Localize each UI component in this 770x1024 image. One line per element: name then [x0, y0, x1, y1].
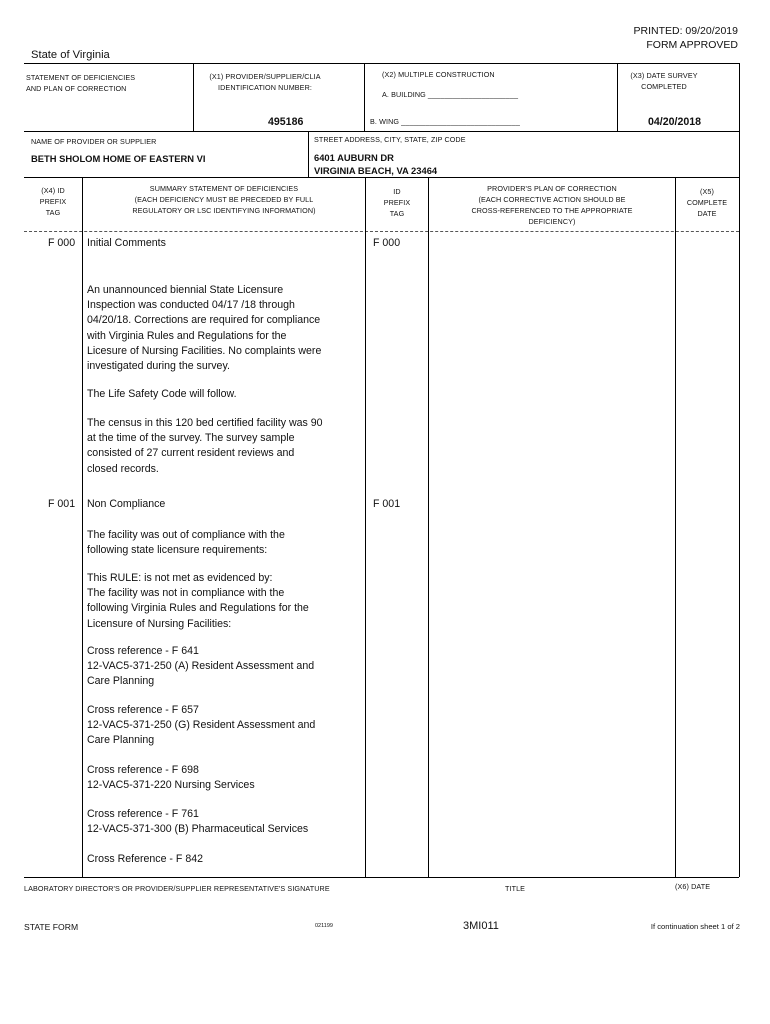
provider-name-label: NAME OF PROVIDER OR SUPPLIER — [31, 137, 157, 146]
entry-paragraph: Cross reference - F 698 12-VAC5-371-220 Nursing Services — [87, 764, 255, 792]
signature-rule — [24, 877, 739, 878]
provider-id-number: 495186 — [268, 116, 304, 128]
form-right-border — [739, 63, 740, 177]
col-summary: SUMMARY STATEMENT OF DEFICIENCIES (EACH DEFICIENCY MUST BE PRECEDED BY FULL REGULATORY OR LSC IDENTIFYING INFORMATION) — [132, 184, 316, 215]
entry-title: Initial Comments — [87, 237, 166, 249]
x3-label: (X3) DATE SURVEY COMPLETED — [630, 71, 698, 91]
entry-paragraph: Cross reference - F 657 12-VAC5-371-250 (G) Resident Assessment and Care Planning — [87, 704, 316, 747]
signature-label: LABORATORY DIRECTOR'S OR PROVIDER/SUPPLIER REPRESENTATIVE'S SIGNATURE — [24, 884, 330, 893]
entry-paragraph: An unannounced biennial State Licensure Inspection was conducted 04/17 /18 through 04/20/18. Corrections are required for compliance with Virginia Rules and Regulations for the Licesure of Nursing Facilities. No complaints were investigated during the survey. — [87, 284, 322, 373]
state-form-label: STATE FORM — [24, 922, 79, 932]
entry-paragraph: Cross Reference - F 842 — [87, 853, 203, 865]
entry-tag: F 001 — [48, 498, 76, 510]
entry-title: Non Compliance — [87, 498, 166, 510]
entry-paragraph: The facility was out of compliance with the following state licensure requirements: — [87, 529, 285, 557]
address-line-2: VIRGINIA BEACH, VA 23464 — [314, 165, 438, 176]
entry-paragraph: Cross reference - F 641 12-VAC5-371-250 (A) Resident Assessment and Care Planning — [87, 645, 315, 688]
form-identifier: 3MI011 — [463, 920, 499, 932]
entry-paragraph: The census in this 120 bed certified facility was 90 at the time of the survey. The survey sample consisted of 27 current resident reviews and closed records. — [87, 417, 323, 475]
form-top-border — [24, 63, 739, 64]
col-x4-prefix: (X4) ID PREFIX TAG — [39, 186, 67, 217]
title-label: TITLE — [505, 884, 526, 893]
provider-name: BETH SHOLOM HOME OF EASTERN VI — [31, 153, 206, 164]
provider-address — [314, 151, 437, 177]
printed-date: PRINTED: 09/20/2019 — [633, 25, 738, 37]
x6-date-label: (X6) DATE — [675, 882, 711, 891]
entry-paragraph: Cross reference - F 761 12-VAC5-371-300 (B) Pharmaceutical Services — [87, 808, 309, 836]
entry-paragraph: The Life Safety Code will follow. — [87, 388, 237, 400]
wing-label: B. WING _____________________________ — [370, 117, 520, 126]
form-code: 021199 — [315, 923, 333, 929]
entry-id-tag: F 001 — [373, 498, 401, 510]
col-id-prefix: ID PREFIX TAG — [383, 187, 411, 218]
entry-id-tag: F 000 — [373, 237, 401, 249]
survey-date: 04/20/2018 — [648, 116, 702, 128]
x2-label: (X2) MULTIPLE CONSTRUCTION — [382, 70, 495, 79]
x1-label: (X1) PROVIDER/SUPPLIER/CLIA IDENTIFICATION NUMBER: — [209, 72, 321, 92]
col-x5-date: (X5) COMPLETE DATE — [686, 187, 728, 218]
col-plan: PROVIDER'S PLAN OF CORRECTION (EACH CORRECTIVE ACTION SHOULD BE CROSS-REFERENCED TO THE APPROPRIATE DEFICIENCY) — [471, 184, 633, 226]
entry-tag: F 000 — [48, 237, 76, 249]
building-label: A. BUILDING ______________________ — [382, 90, 519, 99]
state-title: State of Virginia — [31, 49, 110, 61]
statement-label: STATEMENT OF DEFICIENCIES AND PLAN OF CORRECTION — [26, 73, 136, 93]
continuation-sheet: If continuation sheet 1 of 2 — [650, 922, 740, 931]
address-label: STREET ADDRESS, CITY, STATE, ZIP CODE — [314, 135, 466, 144]
form-approved: FORM APPROVED — [646, 39, 738, 51]
header-dashed-rule — [24, 231, 739, 232]
address-line-1: 6401 AUBURN DR — [314, 152, 394, 163]
entry-paragraph: This RULE: is not met as evidenced by: The facility was not in compliance with the following Virginia Rules and Regulations for the Licensure of Nursing Facilities: — [87, 572, 309, 630]
